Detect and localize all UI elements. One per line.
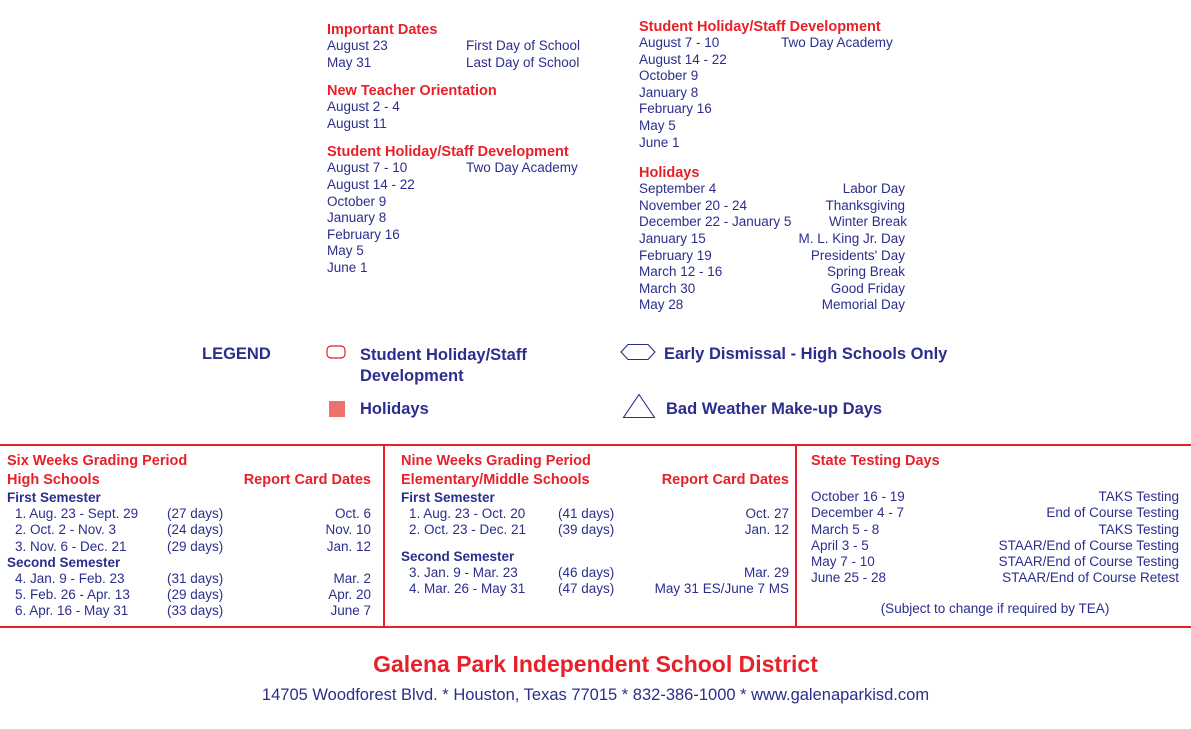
date: January 8 bbox=[327, 210, 387, 226]
holidays-section bbox=[639, 165, 911, 314]
grading-row bbox=[7, 571, 371, 587]
state-testing-title: State Testing Days bbox=[811, 453, 940, 469]
test-name: End of Course Testing bbox=[1046, 505, 1179, 521]
holiday-name: M. L. King Jr. Day bbox=[798, 230, 905, 246]
period-days: (24 days) bbox=[167, 522, 224, 538]
date: November 20 - 24 bbox=[639, 197, 748, 213]
report-date: Apr. 20 bbox=[328, 587, 371, 603]
date: May 5 bbox=[639, 117, 676, 133]
date: August 2 - 4 bbox=[327, 99, 400, 115]
grading-row bbox=[7, 506, 371, 522]
state-testing-panel bbox=[811, 452, 1179, 617]
period-days: (29 days) bbox=[167, 538, 224, 554]
date: August 11 bbox=[327, 115, 387, 131]
staff-development-heading: Student Holiday/Staff Development bbox=[327, 144, 569, 161]
period-range: 4. Jan. 9 - Feb. 23 bbox=[15, 570, 125, 586]
legend-label-early-dismissal: Early Dismissal - High Schools Only bbox=[664, 345, 948, 363]
test-name: STAAR/End of Course Testing bbox=[998, 554, 1179, 570]
semester-label: Second Semester bbox=[7, 554, 121, 570]
district-name: Galena Park Independent School District bbox=[373, 651, 818, 677]
test-name: STAAR/End of Course Testing bbox=[998, 537, 1179, 553]
staff-development-section bbox=[327, 144, 597, 276]
date-row bbox=[639, 35, 911, 52]
period-days: (46 days) bbox=[558, 564, 615, 580]
divider bbox=[383, 446, 385, 626]
legend-label-staff-development bbox=[360, 345, 527, 387]
date: September 4 bbox=[639, 181, 717, 197]
important-dates-section bbox=[327, 22, 597, 71]
grading-row bbox=[401, 565, 789, 581]
testing-row bbox=[811, 554, 1179, 570]
note-text: (Subject to change if required by TEA) bbox=[880, 600, 1110, 616]
testing-row bbox=[811, 570, 1179, 586]
nine-weeks-panel bbox=[401, 452, 789, 597]
test-name: TAKS Testing bbox=[1098, 521, 1179, 537]
period-range: 3. Jan. 9 - Mar. 23 bbox=[409, 564, 518, 580]
period-days: (47 days) bbox=[558, 580, 615, 596]
holiday-row bbox=[639, 214, 907, 231]
period-range: 3. Nov. 6 - Dec. 21 bbox=[15, 538, 127, 554]
grading-row bbox=[401, 522, 789, 538]
date: June 1 bbox=[639, 134, 680, 150]
date-row bbox=[327, 55, 597, 72]
holiday-name: Presidents' Day bbox=[810, 247, 905, 263]
holiday-row bbox=[639, 264, 905, 281]
divider bbox=[795, 446, 797, 626]
period-days: (33 days) bbox=[167, 603, 224, 619]
report-date: Mar. 2 bbox=[333, 570, 371, 586]
period-range: 2. Oct. 2 - Nov. 3 bbox=[15, 522, 117, 538]
filled-square-icon bbox=[329, 401, 345, 417]
date: June 25 - 28 bbox=[811, 570, 887, 586]
legend-title: LEGEND bbox=[202, 345, 271, 363]
new-teacher-orientation-section bbox=[327, 83, 597, 132]
holiday-row bbox=[639, 248, 905, 265]
date: December 4 - 7 bbox=[811, 505, 905, 521]
report-date: May 31 ES/June 7 MS bbox=[654, 580, 789, 596]
report-card-header: Report Card Dates bbox=[661, 472, 789, 488]
six-weeks-header-row bbox=[7, 471, 371, 490]
date: March 30 bbox=[639, 280, 696, 296]
test-name: TAKS Testing bbox=[1098, 489, 1179, 504]
holidays-heading: Holidays bbox=[639, 165, 700, 182]
holiday-name: Thanksgiving bbox=[825, 197, 905, 213]
date: August 23 bbox=[327, 38, 388, 53]
date: May 28 bbox=[639, 297, 684, 313]
holiday-row bbox=[639, 231, 905, 248]
date: May 5 bbox=[327, 243, 364, 259]
date: February 16 bbox=[327, 226, 400, 242]
period-days: (31 days) bbox=[167, 570, 224, 586]
date: August 14 - 22 bbox=[327, 176, 415, 192]
report-date: Jan. 12 bbox=[744, 522, 789, 538]
report-date: Oct. 27 bbox=[745, 506, 789, 521]
hexagon-outline-icon bbox=[620, 343, 656, 366]
triangle-outline-icon bbox=[622, 393, 656, 424]
date-desc: Two Day Academy bbox=[466, 160, 578, 176]
left-info-column bbox=[327, 22, 597, 289]
date: August 7 - 10 bbox=[327, 160, 408, 176]
period-range: 6. Apr. 16 - May 31 bbox=[15, 603, 129, 619]
period-days: (41 days) bbox=[558, 506, 615, 521]
legend-label-line: Student Holiday/Staff bbox=[360, 346, 527, 364]
date: August 7 - 10 bbox=[639, 35, 720, 50]
district-address: 14705 Woodforest Blvd. * Houston, Texas 77015 * 832-386-1000 * www.galenaparkisd.com bbox=[261, 686, 930, 704]
staff-development-section bbox=[639, 19, 911, 151]
grading-row bbox=[7, 603, 371, 619]
important-dates-heading: Important Dates bbox=[327, 22, 438, 38]
period-days: (27 days) bbox=[167, 506, 224, 521]
testing-row bbox=[811, 505, 1179, 521]
legend-label-line: Development bbox=[360, 367, 464, 385]
holiday-name: Good Friday bbox=[830, 280, 905, 296]
date-row bbox=[327, 160, 597, 177]
six-weeks-panel bbox=[7, 452, 371, 620]
date: December 22 - January 5 bbox=[639, 214, 792, 230]
period-days: (39 days) bbox=[558, 522, 615, 538]
date: January 15 bbox=[639, 230, 706, 246]
grading-row bbox=[401, 581, 789, 597]
holiday-name: Labor Day bbox=[842, 181, 905, 197]
date: October 9 bbox=[327, 193, 387, 209]
date: August 14 - 22 bbox=[639, 51, 727, 67]
six-weeks-subtitle: High Schools bbox=[7, 472, 100, 488]
period-range: 5. Feb. 26 - Apr. 13 bbox=[15, 587, 130, 603]
period-range: 2. Oct. 23 - Dec. 21 bbox=[409, 522, 527, 538]
holiday-row bbox=[639, 181, 905, 198]
date: May 7 - 10 bbox=[811, 554, 875, 570]
legend-label-holidays: Holidays bbox=[360, 400, 429, 418]
new-teacher-orientation-heading: New Teacher Orientation bbox=[327, 83, 497, 100]
date-desc: Last Day of School bbox=[466, 54, 580, 70]
holiday-row bbox=[639, 198, 905, 215]
report-date: Mar. 29 bbox=[743, 564, 789, 580]
date: March 12 - 16 bbox=[639, 264, 723, 280]
nine-weeks-header-row bbox=[401, 471, 789, 490]
holiday-name: Winter Break bbox=[828, 214, 907, 230]
test-name: STAAR/End of Course Retest bbox=[1002, 570, 1179, 586]
semester-label: First Semester bbox=[7, 490, 101, 505]
grading-row bbox=[7, 587, 371, 603]
report-date: Nov. 10 bbox=[325, 522, 371, 538]
rounded-rect-outline-icon bbox=[326, 345, 346, 364]
nine-weeks-subtitle: Elementary/Middle Schools bbox=[401, 472, 590, 488]
testing-note bbox=[811, 601, 1179, 617]
period-days: (29 days) bbox=[167, 587, 224, 603]
date-row bbox=[327, 38, 597, 55]
holiday-row bbox=[639, 281, 905, 298]
testing-row bbox=[811, 522, 1179, 538]
grading-row bbox=[7, 539, 371, 555]
holiday-name: Memorial Day bbox=[821, 297, 905, 313]
report-date: Jan. 12 bbox=[326, 538, 371, 554]
grading-row bbox=[7, 522, 371, 538]
grading-periods-box bbox=[0, 444, 1191, 628]
date-desc: First Day of School bbox=[466, 38, 581, 53]
date: October 9 bbox=[639, 68, 699, 84]
date: March 5 - 8 bbox=[811, 521, 880, 537]
testing-row bbox=[811, 489, 1179, 505]
date: February 19 bbox=[639, 247, 712, 263]
semester-label: First Semester bbox=[401, 490, 495, 505]
report-date: June 7 bbox=[330, 603, 371, 619]
date: January 8 bbox=[639, 84, 699, 100]
testing-row bbox=[811, 538, 1179, 554]
period-range: 1. Aug. 23 - Oct. 20 bbox=[409, 506, 526, 521]
staff-development-heading: Student Holiday/Staff Development bbox=[639, 19, 881, 35]
right-info-column bbox=[639, 19, 911, 326]
date: June 1 bbox=[327, 259, 368, 275]
holiday-row bbox=[639, 297, 905, 314]
legend-label-bad-weather: Bad Weather Make-up Days bbox=[666, 400, 883, 418]
six-weeks-title: Six Weeks Grading Period bbox=[7, 453, 188, 469]
grading-row bbox=[401, 506, 789, 522]
date-desc: Two Day Academy bbox=[781, 35, 893, 50]
nine-weeks-title: Nine Weeks Grading Period bbox=[401, 453, 591, 469]
report-card-header: Report Card Dates bbox=[243, 472, 371, 488]
period-range: 4. Mar. 26 - May 31 bbox=[409, 580, 526, 596]
period-range: 1. Aug. 23 - Sept. 29 bbox=[15, 506, 139, 521]
holiday-name: Spring Break bbox=[826, 264, 905, 280]
date: October 16 - 19 bbox=[811, 489, 905, 504]
semester-label: Second Semester bbox=[401, 548, 515, 564]
date: April 3 - 5 bbox=[811, 537, 869, 553]
report-date: Oct. 6 bbox=[334, 506, 371, 521]
date: May 31 bbox=[327, 54, 372, 70]
date: February 16 bbox=[639, 101, 712, 117]
